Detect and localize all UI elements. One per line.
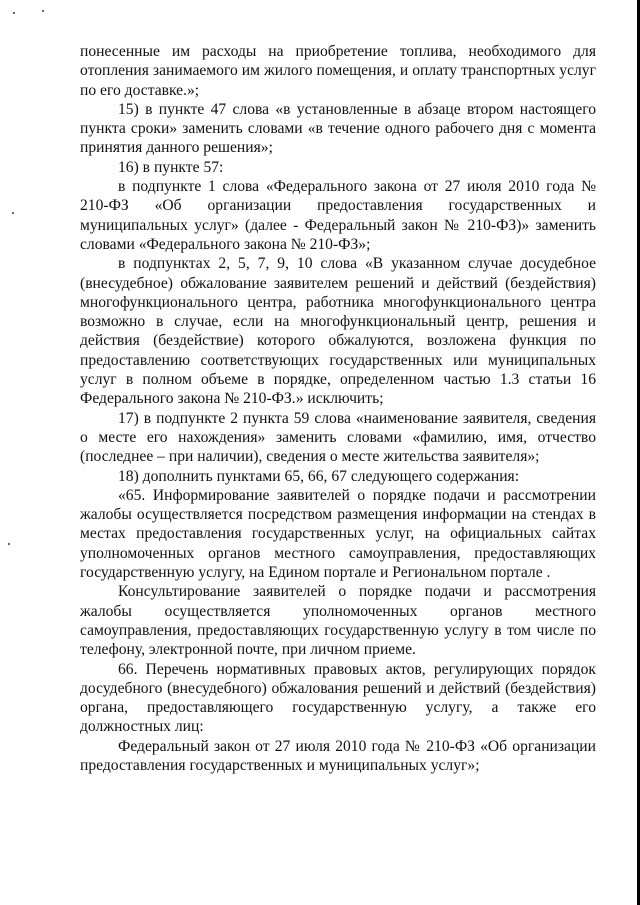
paragraph: 66. Перечень нормативных правовых актов, регулирующих порядок досудебного (внесудебного) обжалования решений и действий (бездействия) органа, предоставляющего государственную услугу, а также его должностных лиц: [80, 660, 596, 736]
paragraph: 15) в пункте 47 слова «в установленные в абзаце втором настоящего пункта сроки» заменить словами «в течение одного рабочего дня с момента принятия данного решения»; [80, 100, 596, 157]
document-body [80, 42, 596, 775]
paragraph: в подпункте 1 слова «Федерального закона от 27 июля 2010 года № 210-ФЗ «Об организации предоставления государственных и муниципальных услуг» (далее - Федеральный закон № 210-ФЗ)» заменить словами «Федерального закона № 210-ФЗ»; [80, 178, 596, 253]
paragraph: понесенные им расходы на приобретение топлива, необходимого для отопления занимаемого им жилого помещения, и оплату транспортных услуг по его доставке.»; [80, 43, 596, 99]
scan-speck [13, 12, 15, 14]
paragraph: 17) в подпункте 2 пункта 59 слова «наименование заявителя, сведения о месте его нахождения» заменить словами «фамилию, имя, отчество (последнее – при наличии), сведения о месте жительства заявителя»; [80, 409, 596, 466]
paragraph: 16) в пункте 57: [118, 158, 224, 176]
paragraph: Консультирование заявителей о порядке подачи и рассмотрения жалобы осуществляется уполномоченных органов местного самоуправления, предоставляющих государственную услугу в том числе по телефону, электронной почте, при личном приеме. [80, 583, 596, 659]
paragraph: 18) дополнить пунктами 65, 66, 67 следующего содержания: [118, 467, 520, 485]
paragraph: Федеральный закон от 27 июля 2010 года № 210-ФЗ «Об организации предоставления государственных и муниципальных услуг»; [80, 737, 596, 774]
scan-speck [12, 212, 14, 214]
scan-speck [42, 10, 44, 12]
scan-speck [8, 543, 10, 545]
paragraph: «65. Информирование заявителей о порядке подачи и рассмотрении жалобы осуществляется посредством размещения информации на стендах в местах предоставления государственных услуг, на официальных сайтах уполномоченных органов местного самоуправления, предоставляющих государственную услугу, на Едином портале и Региональном портале . [80, 486, 596, 582]
paragraph: в подпунктах 2, 5, 7, 9, 10 слова «В указанном случае досудебное (внесудебное) обжалование заявителем решений и действий (бездействия) многофункционального центра, работника многофункционального центра возможно в случае, если на многофункциональный центр, решения и действия (бездействие) которого обжалуются, возложена функция по предоставлению соответствующих государственных или муниципальных услуг в полном объеме в порядке, определенном частью 1.3 статьи 16 Федерального закона № 210-ФЗ.» исключить; [80, 255, 596, 408]
